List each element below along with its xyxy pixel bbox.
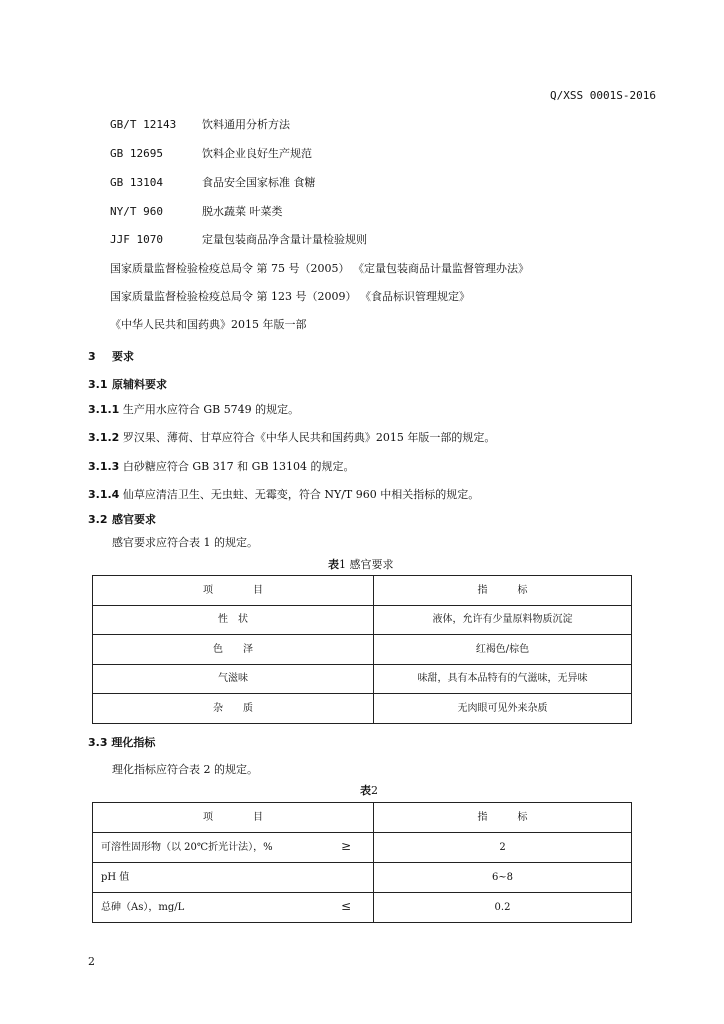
clause-3-1-1 (88, 403, 299, 417)
table-1-caption (328, 558, 394, 572)
header-item: 项 目 (93, 576, 374, 606)
reference-code: GB 13104 (110, 176, 163, 189)
row-item-cell (93, 833, 374, 863)
row-value: 6~8 (374, 863, 632, 893)
row-item: 杂 质 (93, 694, 374, 724)
table-1-sensory (92, 575, 632, 724)
clause-3-1-2 (88, 431, 495, 445)
clause-text: 生产用水应符合 GB 5749 的规定。 (119, 403, 300, 416)
clause-3-1-4 (88, 488, 479, 502)
table-row (93, 833, 632, 863)
reference-title: 食品安全国家标准 食糖 (202, 176, 316, 189)
row-indicator: 液体，允许有少量原料物质沉淀 (374, 605, 632, 635)
clause-number: 3.1.3 (88, 460, 120, 473)
reference-title: 饮料企业良好生产规范 (202, 147, 312, 160)
row-operator: ≥ (340, 839, 351, 853)
reference-code: GB 12695 (110, 147, 163, 160)
regulation-item: 《中华人民共和国药典》2015 年版一部 (110, 318, 307, 331)
reference-code: JJF 1070 (110, 233, 163, 246)
header-item: 项 目 (93, 803, 374, 833)
table-2-caption (360, 784, 378, 798)
row-item: pH 值 (101, 872, 130, 883)
regulation-item: 国家质量监督检验检疫总局令 第 75 号（2005） 《定量包装商品计量监督管理办法》 (110, 262, 529, 275)
row-item: 性 状 (93, 605, 374, 635)
table-row (93, 605, 632, 635)
caption-label: 表 (328, 558, 339, 571)
table-row (93, 664, 632, 694)
row-item: 可溶性固形物（以 20℃折光计法），% (101, 842, 273, 853)
table-row (93, 635, 632, 665)
regulation-item: 国家质量监督检验检疫总局令 第 123 号（2009） 《食品标识管理规定》 (110, 290, 470, 303)
page-number: 2 (88, 955, 95, 968)
table-2-physicochemical (92, 802, 632, 923)
table-row (93, 893, 632, 923)
section-3-title: 要求 (112, 350, 134, 363)
clause-text: 白砂糖应符合 GB 317 和 GB 13104 的规定。 (119, 460, 355, 473)
caption-text: 2 (371, 784, 378, 797)
section-3-2-title: 感官要求 (112, 513, 156, 526)
section-3-number: 3 (88, 350, 96, 363)
clause-number: 3.1.1 (88, 403, 120, 416)
table-row (93, 863, 632, 893)
header-indicator: 指 标 (374, 576, 632, 606)
reference-title: 定量包装商品净含量计量检验规则 (202, 233, 367, 246)
caption-label: 表 (360, 784, 371, 797)
row-indicator: 红褐色/棕色 (374, 635, 632, 665)
row-operator: ≤ (340, 899, 351, 913)
row-indicator: 味甜，具有本品特有的气滋味，无异味 (374, 664, 632, 694)
row-item: 气滋味 (93, 664, 374, 694)
header-indicator: 指 标 (374, 803, 632, 833)
section-3-3-body: 理化指标应符合表 2 的规定。 (112, 763, 258, 776)
document-code: Q/XSS 0001S-2016 (550, 89, 656, 102)
clause-text: 罗汉果、薄荷、甘草应符合《中华人民共和国药典》2015 年版一部的规定。 (119, 431, 496, 444)
clause-3-1-3 (88, 460, 355, 474)
row-value: 2 (374, 833, 632, 863)
table-header-row (93, 576, 632, 606)
reference-code: GB/T 12143 (110, 118, 177, 131)
section-3-2-body: 感官要求应符合表 1 的规定。 (112, 536, 258, 549)
clause-text: 仙草应清洁卫生、无虫蛀、无霉变，符合 NY/T 960 中相关指标的规定。 (119, 488, 480, 501)
clause-number: 3.1.4 (88, 488, 120, 501)
caption-text: 1 感官要求 (339, 558, 394, 571)
row-indicator: 无肉眼可见外来杂质 (374, 694, 632, 724)
row-item-cell (93, 893, 374, 923)
reference-title: 饮料通用分析方法 (202, 118, 290, 131)
row-value: 0.2 (374, 893, 632, 923)
row-item: 色 泽 (93, 635, 374, 665)
clause-number: 3.1.2 (88, 431, 120, 444)
table-row (93, 694, 632, 724)
section-3-1-title: 原辅料要求 (112, 378, 167, 391)
reference-code: NY/T 960 (110, 205, 163, 218)
section-3-3-title: 3.3 理化指标 (88, 736, 156, 749)
section-3-1-number: 3.1 (88, 378, 108, 391)
row-item: 总砷（As），mg/L (101, 902, 185, 913)
table-header-row (93, 803, 632, 833)
row-item-cell (93, 863, 374, 893)
reference-title: 脱水蔬菜 叶菜类 (202, 205, 283, 218)
section-3-2-number: 3.2 (88, 513, 108, 526)
